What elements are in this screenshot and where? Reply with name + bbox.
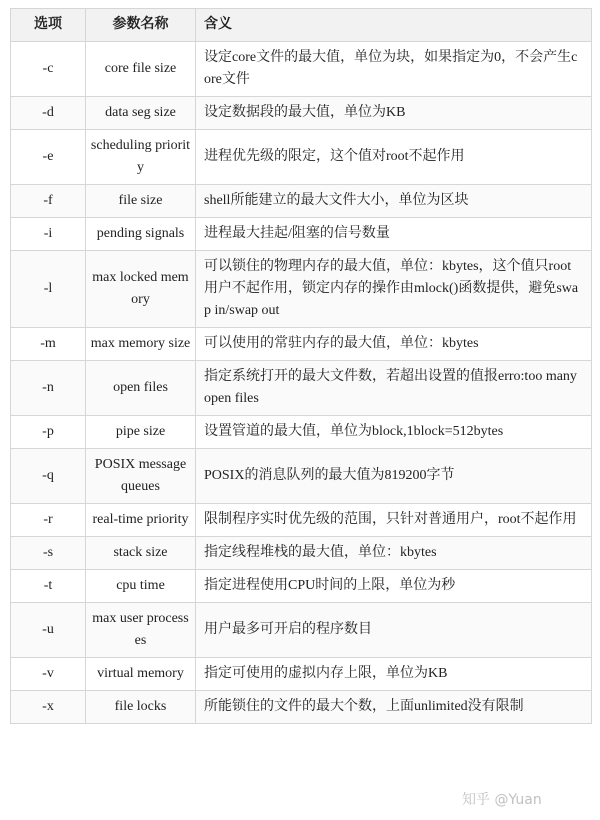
option-cell: -s [11, 537, 86, 570]
option-cell: -i [11, 218, 86, 251]
table-row [11, 185, 592, 218]
param-name-cell: POSIX message queues [86, 449, 196, 504]
option-cell: -c [11, 42, 86, 97]
meaning-cell: shell所能建立的最大文件大小，单位为区块 [196, 185, 592, 218]
param-name-cell: max locked memory [86, 251, 196, 328]
table-row [11, 570, 592, 603]
table-row [11, 504, 592, 537]
meaning-cell: 设定数据段的最大值，单位为KB [196, 97, 592, 130]
param-name-cell: cpu time [86, 570, 196, 603]
table-header-row [11, 9, 592, 42]
param-name-cell: real-time priority [86, 504, 196, 537]
meaning-cell: 进程优先级的限定，这个值对root不起作用 [196, 130, 592, 185]
param-name-cell: max user processes [86, 603, 196, 658]
option-cell: -q [11, 449, 86, 504]
option-cell: -x [11, 691, 86, 724]
option-cell: -n [11, 361, 86, 416]
param-name-cell: core file size [86, 42, 196, 97]
meaning-cell: 指定进程使用CPU时间的上限，单位为秒 [196, 570, 592, 603]
header-option: 选项 [11, 9, 86, 42]
param-name-cell: virtual memory [86, 658, 196, 691]
header-param-name: 参数名称 [86, 9, 196, 42]
table-row [11, 218, 592, 251]
meaning-cell: 用户最多可开启的程序数目 [196, 603, 592, 658]
option-cell: -e [11, 130, 86, 185]
param-name-cell: open files [86, 361, 196, 416]
meaning-cell: 限制程序实时优先级的范围，只针对普通用户，root不起作用 [196, 504, 592, 537]
table-row [11, 42, 592, 97]
table-row [11, 449, 592, 504]
meaning-cell: 进程最大挂起/阻塞的信号数量 [196, 218, 592, 251]
option-cell: -m [11, 328, 86, 361]
meaning-cell: 可以使用的常驻内存的最大值，单位：kbytes [196, 328, 592, 361]
meaning-cell: 指定可使用的虚拟内存上限，单位为KB [196, 658, 592, 691]
meaning-cell: POSIX的消息队列的最大值为819200字节 [196, 449, 592, 504]
option-cell: -t [11, 570, 86, 603]
meaning-cell: 设置管道的最大值，单位为block,1block=512bytes [196, 416, 592, 449]
meaning-cell: 设定core文件的最大值，单位为块，如果指定为0，不会产生core文件 [196, 42, 592, 97]
table-row [11, 328, 592, 361]
table-row [11, 416, 592, 449]
header-meaning: 含义 [196, 9, 592, 42]
param-name-cell: stack size [86, 537, 196, 570]
table-row [11, 130, 592, 185]
param-name-cell: max memory size [86, 328, 196, 361]
table-row [11, 97, 592, 130]
option-cell: -f [11, 185, 86, 218]
ulimit-options-table [10, 8, 592, 724]
param-name-cell: scheduling priority [86, 130, 196, 185]
param-name-cell: file locks [86, 691, 196, 724]
param-name-cell: data seg size [86, 97, 196, 130]
option-cell: -v [11, 658, 86, 691]
option-cell: -l [11, 251, 86, 328]
param-name-cell: file size [86, 185, 196, 218]
watermark: 知乎 @Yuan [462, 792, 542, 808]
option-cell: -r [11, 504, 86, 537]
option-cell: -d [11, 97, 86, 130]
table-row [11, 537, 592, 570]
table-row [11, 658, 592, 691]
meaning-cell: 所能锁住的文件的最大个数，上面unlimited没有限制 [196, 691, 592, 724]
option-cell: -p [11, 416, 86, 449]
option-cell: -u [11, 603, 86, 658]
meaning-cell: 指定线程堆栈的最大值，单位：kbytes [196, 537, 592, 570]
table-row [11, 603, 592, 658]
table-row [11, 361, 592, 416]
table-row [11, 251, 592, 328]
table-body [11, 42, 592, 724]
param-name-cell: pending signals [86, 218, 196, 251]
param-name-cell: pipe size [86, 416, 196, 449]
meaning-cell: 可以锁住的物理内存的最大值，单位：kbytes，这个值只root用户不起作用，锁定内存的操作由mlock()函数提供，避免swap in/swap out [196, 251, 592, 328]
meaning-cell: 指定系统打开的最大文件数，若超出设置的值报erro:too many open files [196, 361, 592, 416]
table-row [11, 691, 592, 724]
